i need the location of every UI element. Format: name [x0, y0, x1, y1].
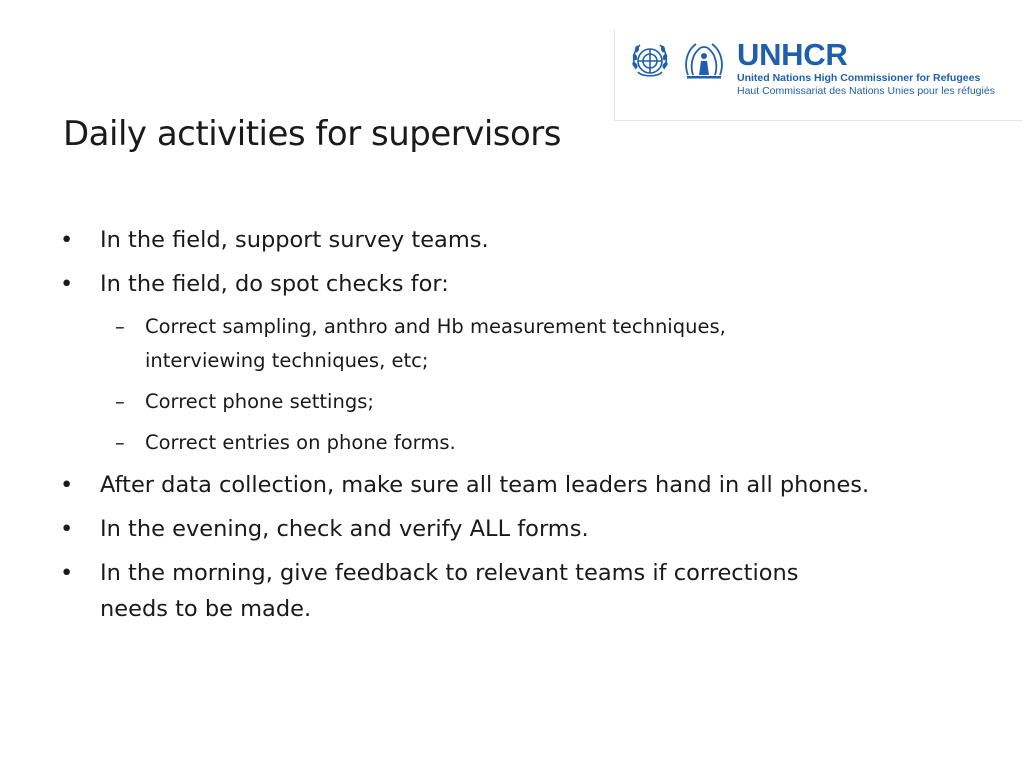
sub-bullet-item: [60, 426, 980, 460]
unhcr-logo: [614, 29, 1023, 121]
bullet-item: [60, 222, 980, 258]
sub-bullet-item: [60, 385, 980, 419]
logo-french-name: Haut Commissariat des Nations Unies pour les réfugiés: [737, 85, 995, 97]
bullet-item: [60, 555, 980, 627]
logo-wordmark: [737, 39, 995, 98]
bullet-text: In the field, support survey teams.: [100, 227, 489, 253]
bullet-marker: •: [60, 472, 74, 498]
logo-brand: UNHCR: [737, 37, 848, 72]
unhcr-emblem-icon: [681, 39, 727, 85]
bullet-item: [60, 266, 980, 302]
bullet-text: needs to be made.: [100, 596, 312, 622]
bullet-text: In the field, do spot checks for:: [100, 271, 449, 297]
sub-bullet-text: interviewing techniques, etc;: [145, 349, 429, 372]
bullet-list: [60, 222, 980, 635]
slide-title: Daily activities for supervisors: [63, 114, 562, 154]
un-emblem-icon: [627, 39, 673, 85]
bullet-text: In the morning, give feedback to relevant teams if corrections: [100, 560, 799, 586]
bullet-text: In the evening, check and verify ALL forms.: [100, 516, 589, 542]
sub-bullet-item: [60, 310, 980, 378]
bullet-text: After data collection, make sure all team leaders hand in all phones.: [100, 472, 870, 498]
sub-bullet-marker: –: [115, 431, 125, 454]
logo-english-name: United Nations High Commissioner for Refugees: [737, 72, 981, 84]
sub-bullet-text: Correct sampling, anthro and Hb measurement techniques,: [145, 315, 726, 338]
bullet-item: [60, 511, 980, 547]
sub-bullet-text: Correct phone settings;: [145, 390, 374, 413]
bullet-item: [60, 467, 980, 503]
sub-bullet-text: Correct entries on phone forms.: [145, 431, 456, 454]
bullet-marker: •: [60, 271, 74, 297]
sub-bullet-marker: –: [115, 315, 125, 338]
bullet-marker: •: [60, 560, 74, 586]
sub-bullet-marker: –: [115, 390, 125, 413]
bullet-marker: •: [60, 516, 74, 542]
bullet-marker: •: [60, 227, 74, 253]
